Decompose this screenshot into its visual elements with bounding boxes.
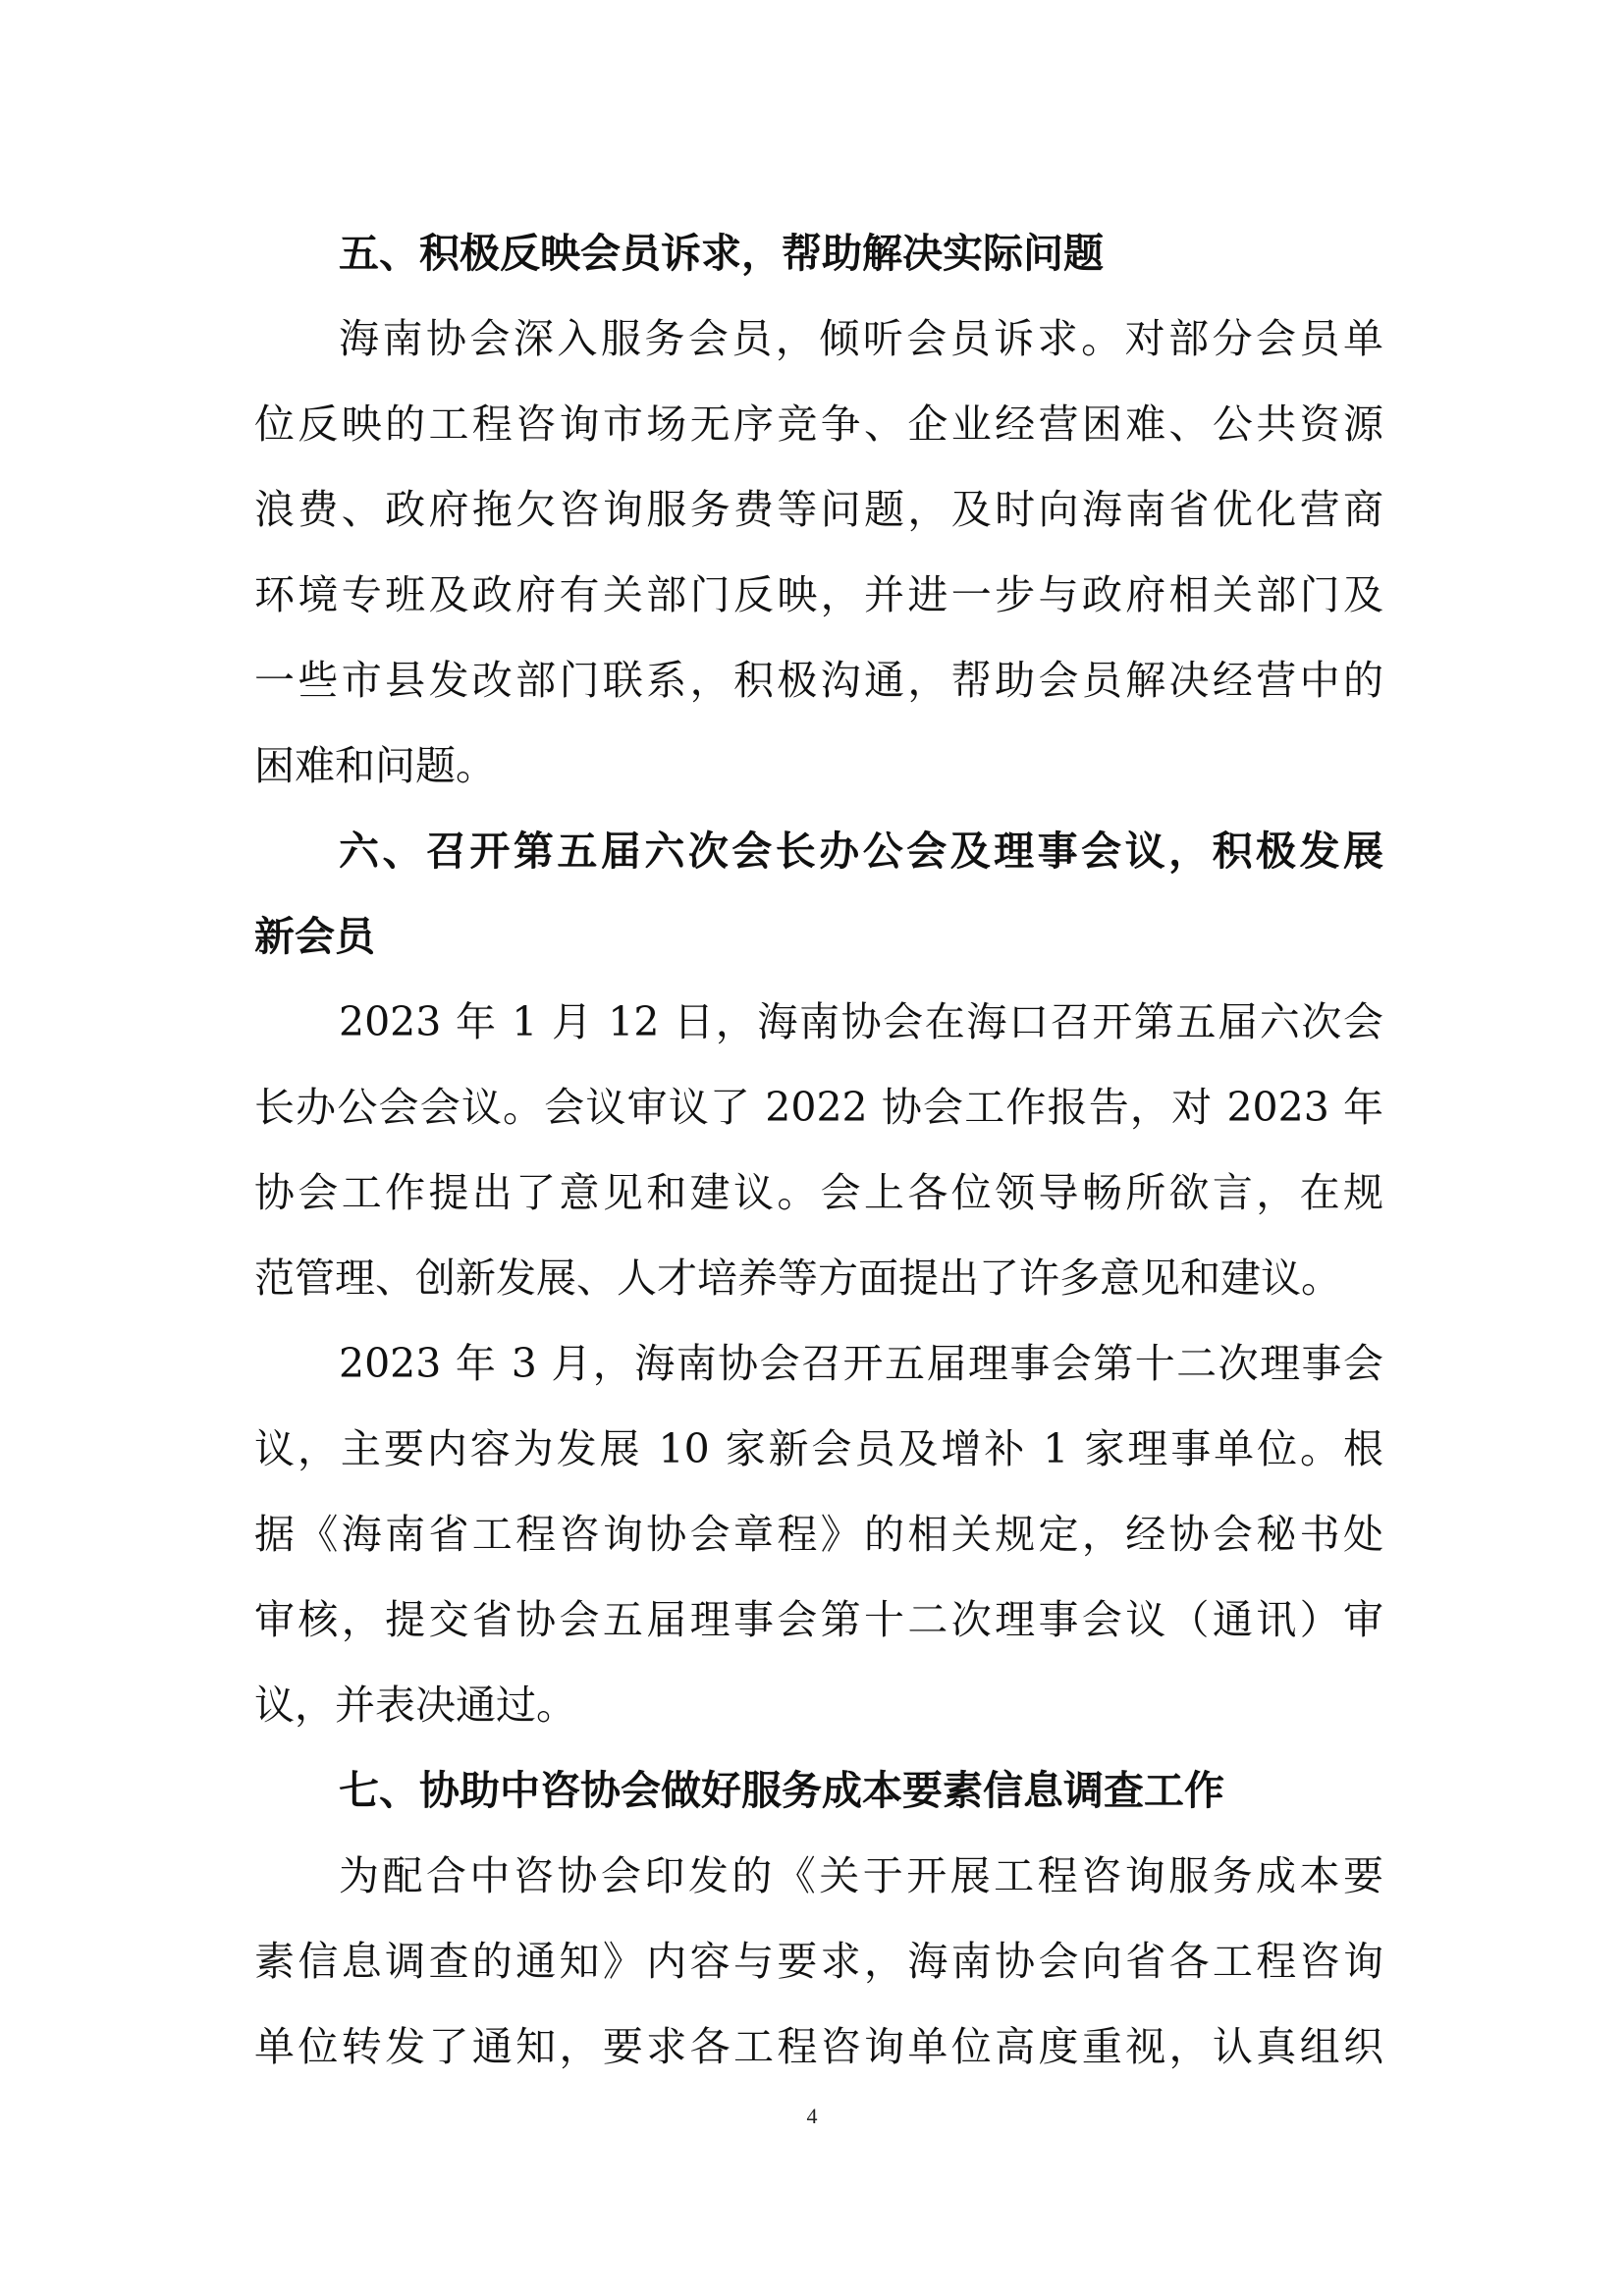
paragraph-line: 协会工作提出了意见和建议。会上各位领导畅所欲言，在规 [254,1169,1383,1216]
paragraph-line: 议，主要内容为发展 10 家新会员及增补 1 家理事单位。根 [254,1425,1383,1472]
paragraph-line: 困难和问题。 [254,742,496,789]
paragraph-line: 环境专班及政府有关部门反映，并进一步与政府相关部门及 [254,571,1383,618]
paragraph-line: 为配合中咨协会印发的《关于开展工程咨询服务成本要 [339,1852,1383,1899]
paragraph-line: 浪费、政府拖欠咨询服务费等问题，及时向海南省优化营商 [254,486,1383,533]
paragraph-line: 长办公会会议。会议审议了 2022 协会工作报告，对 2023 年 [254,1084,1383,1131]
paragraph-line: 海南协会深入服务会员，倾听会员诉求。对部分会员单 [339,315,1383,362]
paragraph-line: 素信息调查的通知》内容与要求，海南协会向省各工程咨询 [254,1938,1383,1985]
page-number: 4 [806,2104,818,2128]
document-body [254,211,1383,2090]
section-heading-line: 五、积极反映会员诉求，帮助解决实际问题 [339,230,1104,277]
paragraph-line: 范管理、创新发展、人才培养等方面提出了许多意见和建议。 [254,1255,1341,1302]
paragraph-line: 位反映的工程咨询市场无序竞争、企业经营困难、公共资源 [254,400,1383,448]
paragraph-line: 据《海南省工程咨询协会章程》的相关规定，经协会秘书处 [254,1511,1383,1558]
paragraph-line: 议，并表决通过。 [254,1682,576,1729]
section-heading-line: 六、召开第五届六次会长办公会及理事会议，积极发展 [339,828,1383,875]
paragraph-line: 2023 年 1 月 12 日，海南协会在海口召开第五届六次会 [339,998,1383,1045]
section-heading-line: 七、协助中咨协会做好服务成本要素信息调查工作 [339,1767,1224,1814]
paragraph-line: 审核，提交省协会五届理事会第十二次理事会议（通讯）审 [254,1596,1383,1643]
paragraph-line: 一些市县发改部门联系，积极沟通，帮助会员解决经营中的 [254,657,1383,704]
paragraph-line: 单位转发了通知，要求各工程咨询单位高度重视，认真组织 [254,2023,1383,2070]
section-heading-line: 新会员 [254,913,375,960]
paragraph-line: 2023 年 3 月，海南协会召开五届理事会第十二次理事会 [339,1340,1383,1387]
